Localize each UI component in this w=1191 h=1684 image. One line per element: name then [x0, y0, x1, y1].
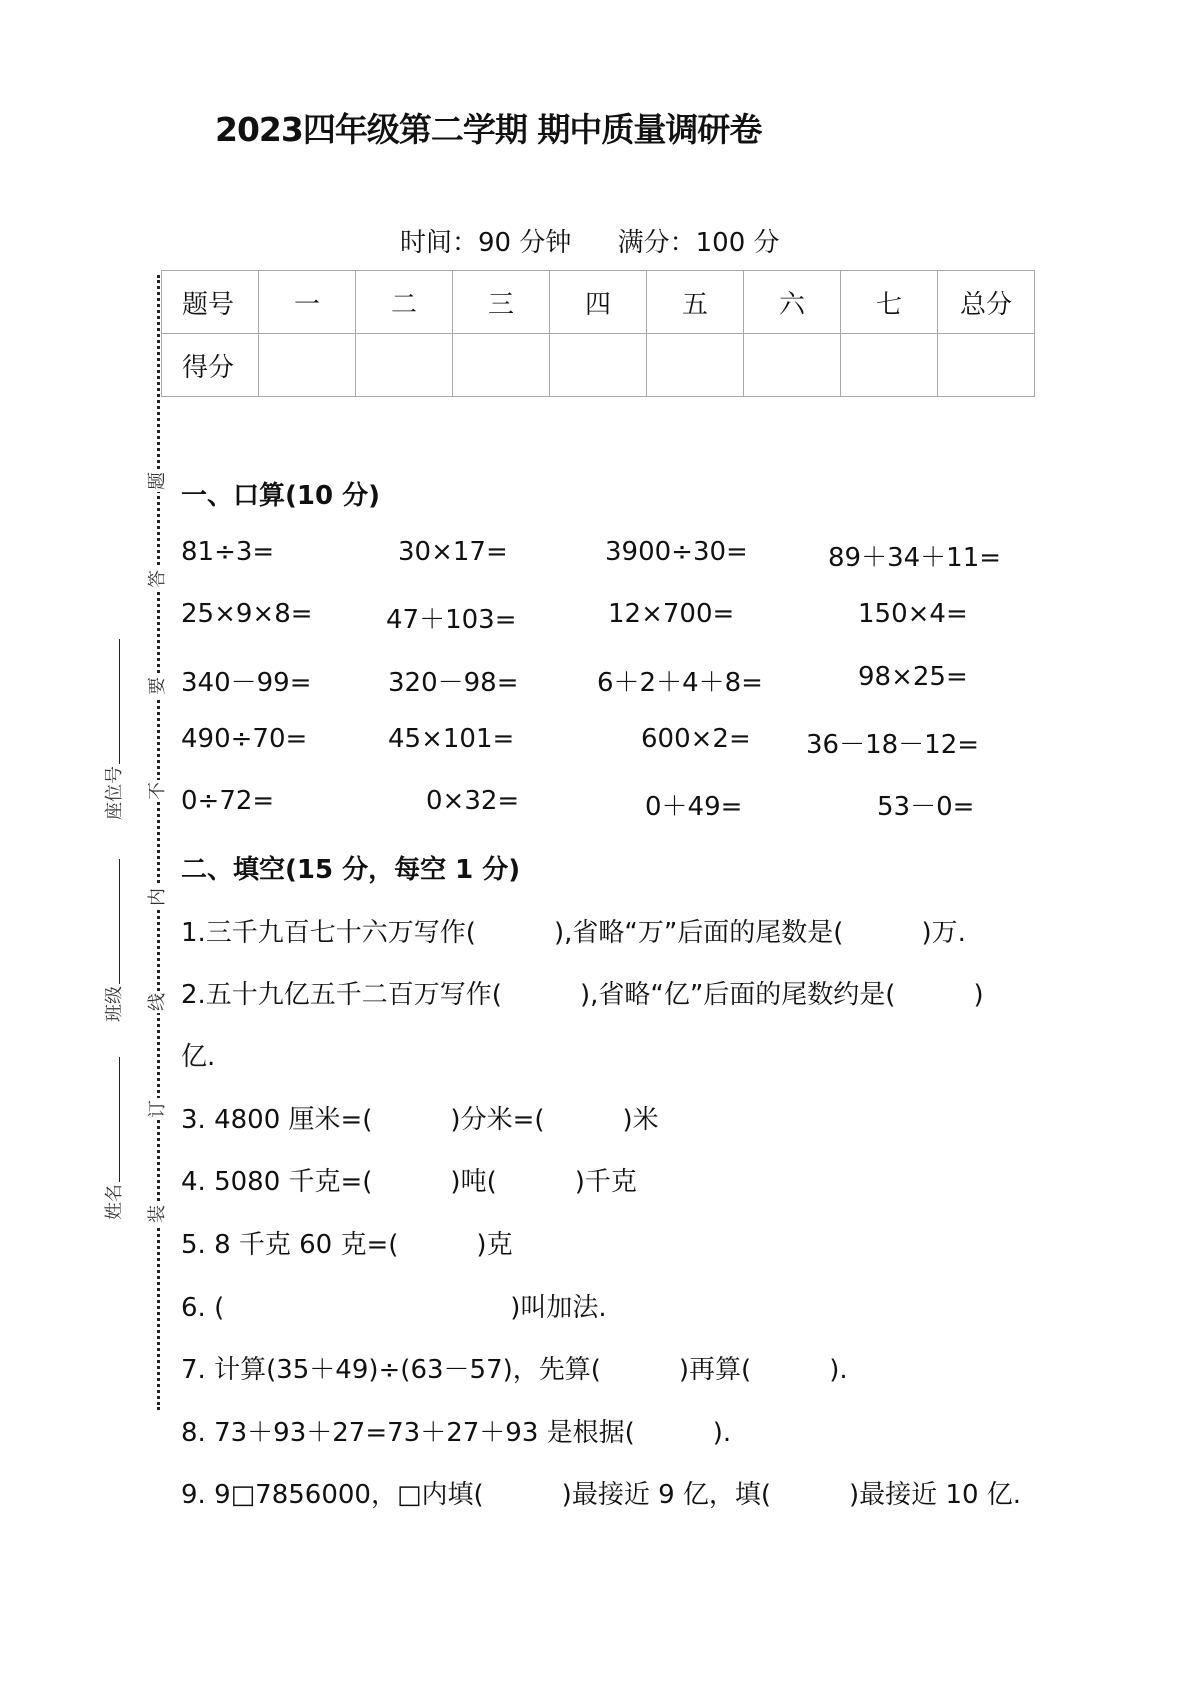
fill-item-8: 8. 73＋93＋27=73＋27＋93 是根据( ). — [181, 1418, 732, 1448]
score-cell-4[interactable] — [550, 334, 647, 397]
seat-number-field[interactable] — [100, 639, 126, 820]
score-cell-7[interactable] — [841, 334, 938, 397]
exam-meta — [400, 222, 780, 259]
calc-r1-c4: 89＋34＋11= — [828, 543, 1002, 573]
class-label: 班级 — [104, 986, 125, 1022]
score-table-score-row — [162, 334, 1035, 397]
name-field[interactable] — [100, 1057, 126, 1220]
seat-number-label: 座位号 — [104, 766, 125, 820]
fill-item-4: 4. 5080 千克=( )吨( )千克 — [181, 1167, 637, 1197]
header-cell-3: 三 — [453, 271, 550, 334]
calc-r5-c3: 0＋49= — [645, 792, 743, 822]
header-cell-1: 一 — [259, 271, 356, 334]
calc-r5-c2: 0×32= — [426, 786, 520, 816]
binding-char-ti: 题 — [147, 472, 168, 490]
fill-item-5: 5. 8 千克 60 克=( )克 — [181, 1230, 513, 1260]
score-cell-6[interactable] — [744, 334, 841, 397]
score-table-header-row — [162, 271, 1035, 334]
exam-title: 2023四年级第二学期 期中质量调研卷 — [215, 110, 762, 149]
calc-r2-c1: 25×9×8= — [181, 599, 313, 629]
binding-char-yao: 要 — [147, 677, 168, 695]
calc-r1-c1: 81÷3= — [181, 537, 275, 567]
score-cell-1[interactable] — [259, 334, 356, 397]
fill-item-2-cont: 亿. — [181, 1042, 216, 1072]
header-cell-total: 总分 — [938, 271, 1035, 334]
header-cell-2: 二 — [356, 271, 453, 334]
score-cell-5[interactable] — [647, 334, 744, 397]
score-table — [161, 270, 1035, 397]
binding-char-nei: 内 — [147, 888, 168, 906]
binding-char-ding: 订 — [147, 1100, 168, 1118]
fill-item-7: 7. 计算(35＋49)÷(63－57)，先算( )再算( ). — [181, 1355, 848, 1385]
binding-dotted-line — [157, 275, 160, 1410]
class-field[interactable] — [100, 859, 126, 1022]
section2-heading: 二、填空(15 分，每空 1 分) — [181, 855, 521, 885]
exam-time: 时间：90 分钟 — [400, 228, 572, 258]
calc-r4-c2: 45×101= — [388, 724, 515, 754]
header-cell-5: 五 — [647, 271, 744, 334]
calc-r5-c1: 0÷72= — [181, 786, 275, 816]
fill-item-6: 6. ( )叫加法. — [181, 1293, 607, 1323]
fill-item-1: 1.三千九百七十六万写作( ),省略“万”后面的尾数是( )万. — [181, 918, 966, 948]
binding-char-da: 答 — [147, 570, 168, 588]
calc-r2-c3: 12×700= — [608, 599, 735, 629]
header-cell-7: 七 — [841, 271, 938, 334]
fill-item-2: 2.五十九亿五千二百万写作( ),省略“亿”后面的尾数约是( ) — [181, 980, 984, 1010]
score-cell-2[interactable] — [356, 334, 453, 397]
calc-r1-c3: 3900÷30= — [605, 537, 748, 567]
seat-number-blank[interactable] — [119, 639, 120, 764]
calc-r1-c2: 30×17= — [398, 537, 508, 567]
header-cell-6: 六 — [744, 271, 841, 334]
section1-heading: 一、口算(10 分) — [181, 481, 380, 511]
calc-r3-c1: 340－99= — [181, 668, 312, 698]
name-label: 姓名 — [104, 1184, 125, 1220]
name-blank[interactable] — [119, 1057, 120, 1182]
calc-r5-c4: 53－0= — [877, 792, 975, 822]
calc-r2-c2: 47＋103= — [386, 605, 517, 635]
fill-item-3: 3. 4800 厘米=( )分米=( )米 — [181, 1105, 659, 1135]
binding-char-xian: 线 — [147, 993, 168, 1011]
score-cell-total[interactable] — [938, 334, 1035, 397]
binding-char-bu: 不 — [147, 782, 168, 800]
exam-full-score: 满分：100 分 — [617, 228, 780, 258]
calc-r3-c3: 6＋2＋4＋8= — [597, 668, 763, 698]
score-row-label: 得分 — [162, 334, 259, 397]
calc-r4-c3: 600×2= — [641, 724, 751, 754]
binding-char-zhuang: 装 — [147, 1205, 168, 1223]
calc-r4-c1: 490÷70= — [181, 724, 308, 754]
header-cell-4: 四 — [550, 271, 647, 334]
fill-item-9: 9. 9□7856000，□内填( )最接近 9 亿，填( )最接近 10 亿. — [181, 1480, 1022, 1510]
calc-r4-c4: 36－18－12= — [806, 730, 980, 760]
calc-r3-c4: 98×25= — [858, 662, 968, 692]
score-cell-3[interactable] — [453, 334, 550, 397]
calc-r3-c2: 320－98= — [388, 668, 519, 698]
header-cell-question-no: 题号 — [162, 271, 259, 334]
calc-r2-c4: 150×4= — [858, 599, 968, 629]
class-blank[interactable] — [119, 859, 120, 984]
